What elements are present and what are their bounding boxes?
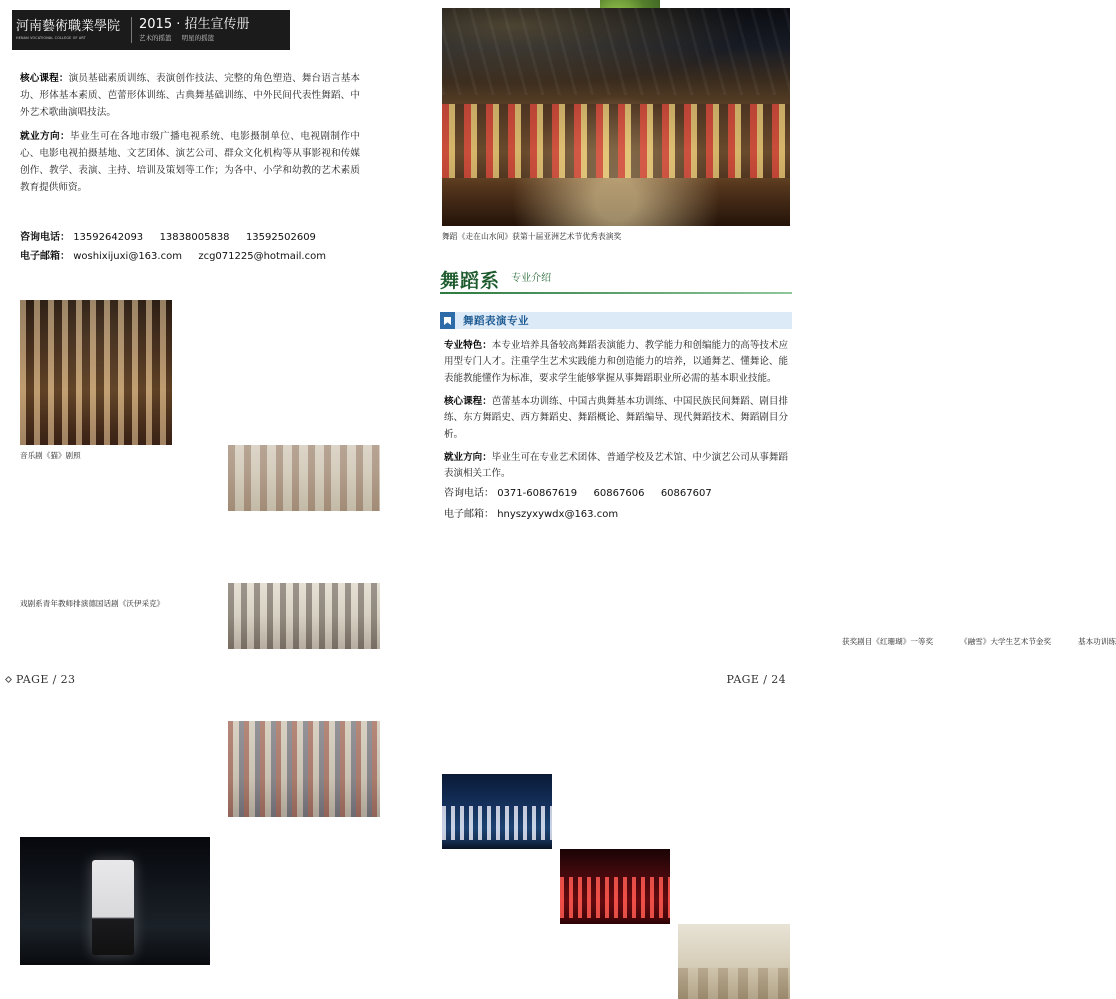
- paragraph-career-direction: [20, 128, 360, 196]
- paragraph-text: 毕业生可在各地市级广播电视系统、电影摄制单位、电视剧制作中心、电影电视拍摄基地、文艺团体、演艺公司、群众文化机构等从事影视和传媒创作、教学、表演、主持、培训及策划等工作；为各中、小学和幼教的艺术素质教育提供师资。: [20, 131, 361, 194]
- header-subtitle-right: 明星的摇篮: [181, 34, 215, 43]
- right-body-text: [444, 338, 788, 490]
- email-value-1[interactable]: woshixijuxi@163.com: [73, 251, 182, 262]
- photo-basic-training-caption: 基本功训练: [1078, 637, 1116, 646]
- photo-basic-training: [678, 924, 790, 999]
- photo-drama-teacher-play: [20, 837, 210, 965]
- paragraph-career-direction: [444, 450, 788, 483]
- phone-value-3: 13592502609: [245, 232, 316, 243]
- email-label: 电子邮箱：: [20, 251, 70, 262]
- major-name: 舞蹈表演专业: [463, 315, 529, 327]
- paragraph-text: 本专业培养具备较高舞蹈表演能力、教学能力和创编能力的高等技术应用型专门人才。注重学生艺术实践能力和创造能力的培养，以通舞艺、懂舞论、能表能教能懂作为标准，要求学生能够掌握从事舞蹈职业所必需的基本职业技能。: [444, 340, 788, 384]
- paragraph-label: 核心课程：: [20, 73, 69, 84]
- phone-row: [444, 484, 788, 505]
- email-row: [20, 247, 370, 266]
- photo-students-group: [228, 583, 380, 649]
- department-title-rule: [440, 292, 792, 294]
- photo-award-red-coral: [442, 774, 552, 849]
- header-divider: [131, 17, 132, 43]
- bookmark-icon: [440, 312, 455, 329]
- header-title-group: [139, 18, 249, 43]
- photo-dance-award-stage-caption: 舞蹈《走在山水间》获第十届亚洲艺术节优秀表演奖: [442, 232, 622, 241]
- photo-cats-musical-caption: 音乐剧《猫》剧照: [20, 451, 81, 460]
- phone-value-1: 0371-60867619: [497, 488, 578, 499]
- left-contact-block: [20, 228, 370, 266]
- photo-drama-teacher-play-caption: 戏剧系青年教师排演德国话剧《沃伊采克》: [20, 599, 165, 608]
- paragraph-label: 就业方向：: [444, 451, 492, 463]
- right-contact-block: [444, 484, 788, 525]
- paragraph-major-features: [444, 338, 788, 387]
- header-subtitle-left: 艺术的摇篮: [139, 34, 172, 43]
- college-name-cn: 河南藝術職業學院: [16, 19, 121, 34]
- paragraph-text: 毕业生可在专业艺术团体、普通学校及艺术馆、中少演艺公司从事舞蹈表演相关工作。: [444, 451, 788, 480]
- phone-value-3: 60867607: [660, 488, 712, 499]
- department-title: 舞蹈系: [440, 270, 501, 292]
- paragraph-text: 芭蕾基本功训练、中国古典舞基本功训练、中国民族民间舞蹈、剧目排练、东方舞蹈史、西方舞蹈史、舞蹈概论、舞蹈编导、现代舞蹈技术、舞蹈剧目分析。: [444, 395, 788, 440]
- phone-label: 咨询电话：: [444, 488, 494, 499]
- photo-melting-snow-gold-caption: 《融雪》大学生艺术节金奖: [960, 637, 1052, 646]
- photo-cats-musical: [20, 300, 172, 445]
- brochure-header-band: [12, 10, 290, 50]
- department-subtitle: 专业介绍: [511, 273, 552, 284]
- right-page: [400, 0, 1116, 698]
- brochure-title: 2015 · 招生宣传册: [139, 16, 250, 32]
- photo-melting-snow-gold: [560, 849, 670, 924]
- phone-label: 咨询电话：: [20, 232, 70, 243]
- department-title-group: [440, 266, 792, 293]
- diamond-icon: [5, 676, 12, 683]
- paragraph-text: 演员基础素质训练、表演创作技法、完整的角色塑造、舞台语言基本功、形体基本素质、芭蕾形体训练、古典舞基础训练、中外民间代表性舞蹈、中外艺术歌曲演唱技法。: [20, 73, 361, 119]
- footer-page-left-label: PAGE / 23: [16, 673, 76, 686]
- major-heading-bar: [440, 312, 792, 329]
- photo-classroom-rehearsal: [228, 445, 380, 511]
- phone-value-2: 60867606: [593, 488, 645, 499]
- photo-award-red-coral-caption: 获奖剧目《红珊瑚》一等奖: [842, 637, 934, 646]
- phone-value-2: 13838005838: [159, 232, 230, 243]
- header-subtitle: [139, 33, 249, 42]
- phone-row: [20, 228, 370, 247]
- college-logo: [12, 20, 124, 40]
- paragraph-label: 就业方向：: [20, 131, 71, 143]
- email-label: 电子邮箱：: [444, 508, 494, 520]
- paragraph-core-courses: [20, 70, 360, 121]
- paragraph-label: 专业特色：: [444, 340, 492, 351]
- photo-costume-lineup: [228, 721, 380, 817]
- email-row: [444, 505, 788, 526]
- paragraph-core-courses: [444, 394, 788, 443]
- footer-page-right: [727, 673, 786, 686]
- footer-page-left: [6, 673, 75, 686]
- photo-dance-award-stage: [442, 8, 790, 226]
- college-name-en: HENAN VOCATIONAL COLLEGE OF ART: [16, 36, 86, 40]
- paragraph-label: 核心课程：: [444, 395, 492, 407]
- left-body-text: [20, 70, 360, 203]
- phone-value-1: 13592642093: [73, 232, 144, 243]
- left-page: [0, 0, 400, 698]
- email-value-2[interactable]: zcg071225@hotmail.com: [198, 251, 326, 262]
- footer-page-right-label: PAGE / 24: [726, 673, 786, 686]
- email-value-1[interactable]: hnyszyxywdx@163.com: [497, 508, 619, 520]
